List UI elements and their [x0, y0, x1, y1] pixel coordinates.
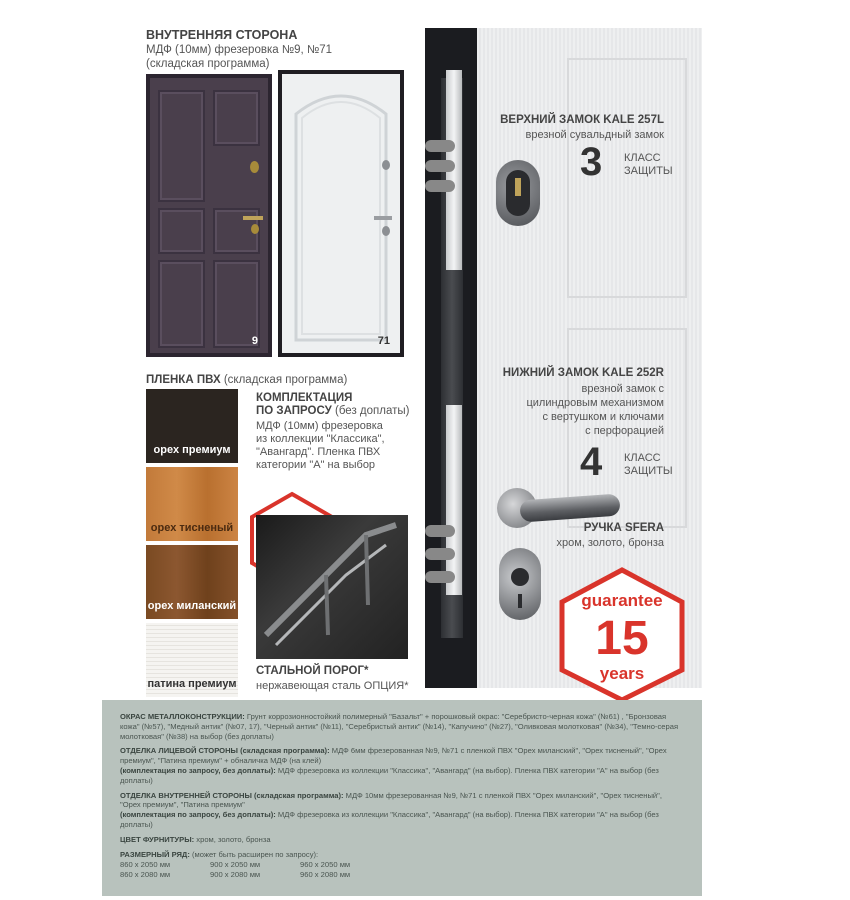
lower-lock-line: с перфорацией — [585, 425, 664, 437]
spec-text: хром, золото, бронза — [196, 834, 271, 844]
bolt-icon — [425, 525, 455, 537]
bolt-icon — [425, 140, 455, 152]
spec-label: ЦВЕТ ФУРНИТУРЫ: — [120, 834, 195, 844]
bolt-icon — [425, 180, 455, 192]
spec-text: МДФ 10мм фрезерованная №9, №71 с пленкой ПВХ "Орех миланский", "Орех тисненый", "Орех премиум", "Патина премиум" — [120, 790, 662, 810]
inner-side-title: ВНУТРЕННЯЯ СТОРОНА — [146, 28, 298, 42]
door-arch-panel — [282, 74, 400, 353]
handle-icon — [243, 216, 263, 220]
spec-sizes-grid — [120, 860, 684, 880]
lower-lock-bolt-plate — [446, 405, 462, 595]
request-text — [256, 420, 385, 472]
lower-lock-line: врезной замок с — [581, 383, 664, 395]
threshold-image — [256, 515, 408, 659]
door-number-label: 9 — [251, 335, 258, 347]
spec-text: МДФ фрезеровка из коллекции "Классика", "Авангард" (на выбор). Пленка ПВХ категории "А" на выбор (без доплаты) — [120, 810, 659, 829]
class-label-line: ЗАЩИТЫ — [624, 465, 673, 477]
handle-subtitle: хром, золото, бронза — [556, 537, 664, 549]
swatch-label: патина премиум — [147, 678, 237, 690]
request-title — [256, 392, 409, 418]
upper-lock-subtitle: врезной сувальдный замок — [525, 129, 664, 141]
upper-lock-class-label — [624, 152, 673, 178]
lock-cylinder-icon — [382, 226, 390, 236]
spec-label: ОТДЕЛКА ВНУТРЕННЕЙ СТОРОНЫ (складская программа): — [120, 790, 344, 800]
spec-sizes-title — [120, 850, 684, 860]
upper-lock-escutcheon — [496, 160, 540, 226]
lower-lock-description — [478, 382, 664, 438]
upper-lock-title: ВЕРХНИЙ ЗАМОК KALE 257L — [500, 114, 664, 126]
bolt-icon — [425, 548, 455, 560]
lower-lock-class-number: 4 — [580, 440, 603, 484]
door-panel-71 — [278, 70, 404, 357]
lower-lock-escutcheon — [499, 548, 541, 620]
spec-paint — [120, 712, 684, 741]
size-item: 960 х 2050 мм — [300, 860, 351, 870]
class-label-line: КЛАСС — [624, 152, 661, 164]
spec-text: МДФ фрезеровка из коллекции "Классика", "Авангард" (на выбор). Пленка ПВХ категории "А" на выбор (без доплаты) — [120, 765, 659, 785]
spec-text: Грунт коррозионностойкий полимерный "Базальт" + порошковый окрас: "Серебристо-черная кожа" (№61) , "Бронзовая кожа" (№57), "Медный антик" (№07, 17), "Черный антик" (№11), "Серебристый антик" (№14), "Капучино" (№27), "Оливковая молотковая" (№34), "Темно-серая молотковая" (№38) на выбор (без доплаты) — [120, 712, 679, 741]
spec-label: ОКРАС МЕТАЛЛОКОНСТРУКЦИИ: — [120, 712, 245, 721]
lower-lock-line: с вертушком и ключами — [542, 411, 664, 423]
bolt-icon — [425, 160, 455, 172]
lock-cylinder-icon — [251, 224, 259, 234]
class-label-line: ЗАЩИТЫ — [624, 165, 673, 177]
inner-side-note: (складская программа) — [146, 58, 270, 70]
swatch-label: орех тисненый — [150, 522, 234, 534]
spec-label: ОТДЕЛКА ЛИЦЕВОЙ СТОРОНЫ (складская программа): — [120, 746, 330, 756]
pvc-note: (складская программа) — [223, 374, 348, 386]
spec-label: (комплектация по запросу, без доплаты): — [120, 765, 276, 775]
swatch-oreh-tisneny — [146, 467, 238, 541]
spec-label: (комплектация по запросу, без доплаты): — [120, 810, 276, 820]
threshold-title: СТАЛЬНОЙ ПОРОГ* — [256, 665, 369, 677]
swatch-patina-premium — [146, 623, 238, 697]
size-item: 900 х 2080 мм — [210, 870, 261, 880]
threshold-drawing — [256, 515, 408, 659]
lock-cylinder-icon — [250, 161, 259, 173]
threshold-subtitle: нержавеющая сталь ОПЦИЯ* — [256, 680, 409, 692]
request-line: МДФ (10мм) фрезеровка — [256, 420, 383, 432]
request-line: категории "А" на выбор — [256, 459, 376, 471]
handle-title: РУЧКА SFERA — [583, 522, 664, 534]
lower-lock-line: цилиндровым механизмом — [526, 397, 664, 409]
request-title-line1: КОМПЛЕКТАЦИЯ — [256, 392, 353, 404]
spec-label: РАЗМЕРНЫЙ РЯД: — [120, 849, 190, 859]
swatch-oreh-premium — [146, 389, 238, 463]
request-line: "Авангард". Пленка ПВХ — [256, 446, 381, 458]
spec-box — [102, 700, 702, 896]
handle-icon — [374, 216, 392, 220]
request-line: из коллекции "Классика", — [256, 433, 385, 445]
guarantee-unit: years — [599, 664, 645, 683]
door-panel-9 — [146, 74, 272, 357]
guarantee-badge — [556, 566, 688, 704]
size-item: 960 х 2080 мм — [300, 870, 351, 880]
spec-hardware-color — [120, 835, 684, 845]
swatch-oreh-milansky — [146, 545, 238, 619]
inner-side-subtitle: МДФ (10мм) фрезеровка №9, №71 — [146, 44, 333, 56]
size-item: 860 х 2050 мм — [120, 860, 171, 870]
spec-text: (может быть расширен по запросу): — [191, 849, 319, 859]
swatch-label: орех премиум — [153, 444, 231, 456]
pvc-title-row — [146, 374, 347, 386]
spec-inner-finish — [120, 791, 684, 830]
lock-cylinder-icon — [382, 160, 390, 170]
upper-lock-class-number: 3 — [580, 140, 603, 184]
guarantee-word: guarantee — [581, 591, 663, 610]
spec-front-finish — [120, 746, 684, 785]
class-label-line: КЛАСС — [624, 452, 661, 464]
swatch-label: орех миланский — [147, 600, 237, 612]
size-item: 900 х 2050 мм — [210, 860, 261, 870]
request-title-line2: ПО ЗАПРОСУ — [256, 405, 332, 417]
bolt-icon — [425, 571, 455, 583]
lower-lock-class-label — [624, 452, 673, 478]
guarantee-number: 15 — [595, 612, 649, 665]
spec-text: МДФ 6мм фрезерованная №9, №71 с пленкой ПВХ "Орех миланский", "Орех тисненый", "Орех премиум", "Патина премиум" + обналичка МДФ (на клей) — [120, 746, 667, 766]
lower-lock-title: НИЖНИЙ ЗАМОК KALE 252R — [502, 367, 664, 379]
door-number-label: 71 — [377, 335, 390, 347]
request-title-note: (без доплаты) — [335, 405, 410, 417]
size-item: 860 х 2080 мм — [120, 870, 171, 880]
pvc-title: ПЛЕНКА ПВХ — [146, 374, 221, 386]
